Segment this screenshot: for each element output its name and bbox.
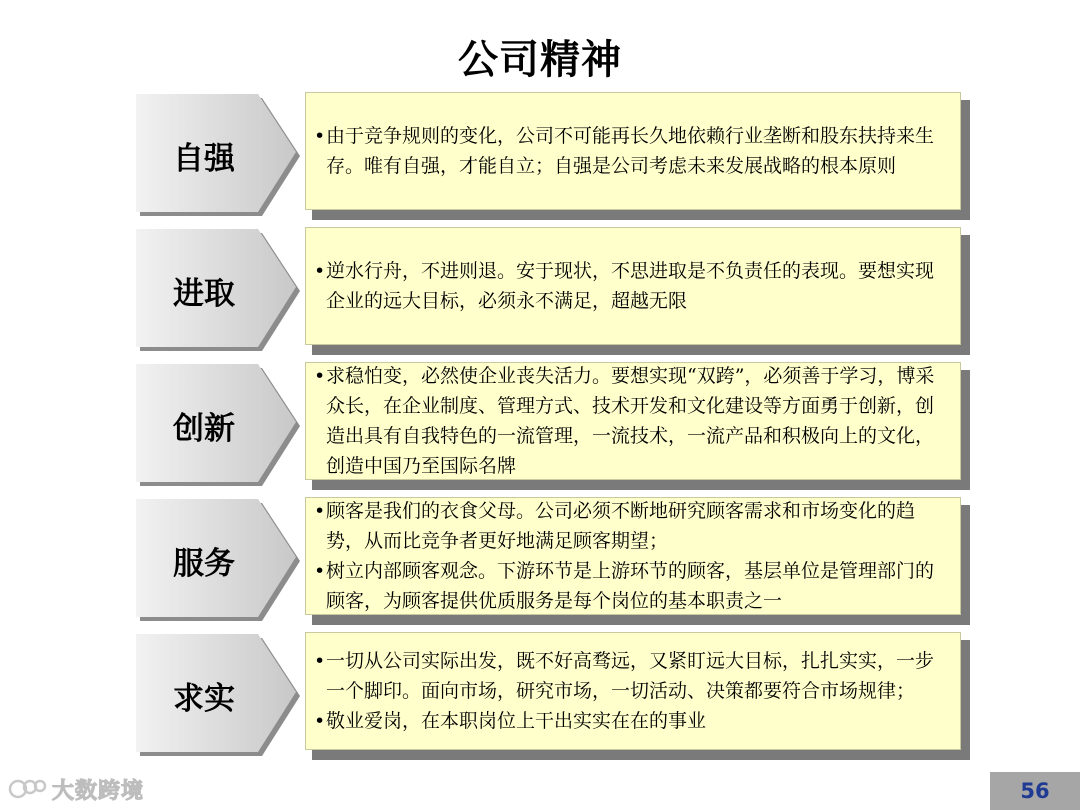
bullet-text: • 逆水行舟，不进则退。安于现状，不思进取是不负责任的表现。要想实现企业的远大目标，必须永不满足，超越无限 — [314, 256, 946, 316]
section-label: 进取 — [173, 275, 235, 312]
bullet-text: • 由于竞争规则的变化，公司不可能再长久地依赖行业垄断和股东扶持来生存。唯有自强，才能自立；自强是公司考虑未来发展战略的根本原则 — [314, 121, 946, 181]
section-description-box — [305, 497, 961, 615]
bullet-text: • 顾客是我们的衣食父母。公司必须不断地研究顾客需求和市场变化的趋势，从而比竞争者更好地满足顾客期望； — [314, 496, 946, 556]
section-row-service — [0, 497, 1080, 623]
section-description-box — [305, 632, 961, 750]
section-label: 创新 — [173, 410, 235, 447]
section-row-self-reliance — [0, 92, 1080, 218]
bullet-text: • 敬业爱岗，在本职岗位上干出实实在在的事业 — [314, 706, 946, 736]
section-row-enterprise — [0, 227, 1080, 353]
section-label: 自强 — [173, 140, 235, 177]
section-label: 服务 — [173, 545, 235, 582]
watermark-text: 大数跨境 — [52, 778, 145, 804]
section-description-box — [305, 362, 961, 480]
page-number: 56 — [990, 772, 1080, 810]
page-title: 公司精神 — [458, 37, 622, 83]
bullet-text: • 树立内部顾客观念。下游环节是上游环节的顾客，基层单位是管理部门的顾客，为顾客提供优质服务是每个岗位的基本职责之一 — [314, 556, 946, 616]
section-description-box — [305, 227, 961, 345]
section-row-innovation — [0, 362, 1080, 488]
bullet-text: • 一切从公司实际出发，既不好高骛远，又紧盯远大目标，扎扎实实，一步一个脚印。面向市场，研究市场，一切活动、决策都要符合市场规律； — [314, 646, 946, 706]
section-label: 求实 — [173, 680, 235, 717]
section-row-pragmatism — [0, 632, 1080, 758]
watermark — [8, 772, 144, 806]
watermark-logo-icon — [8, 774, 48, 804]
section-description-box — [305, 92, 961, 210]
bullet-text: • 求稳怕变，必然使企业丧失活力。要想实现“双跨”，必须善于学习，博采众长，在企业制度、管理方式、技术开发和文化建设等方面勇于创新，创造出具有自我特色的一流管理，一流技术，一流产品和积极向上的文化，创造中国乃至国际名牌 — [314, 361, 946, 481]
